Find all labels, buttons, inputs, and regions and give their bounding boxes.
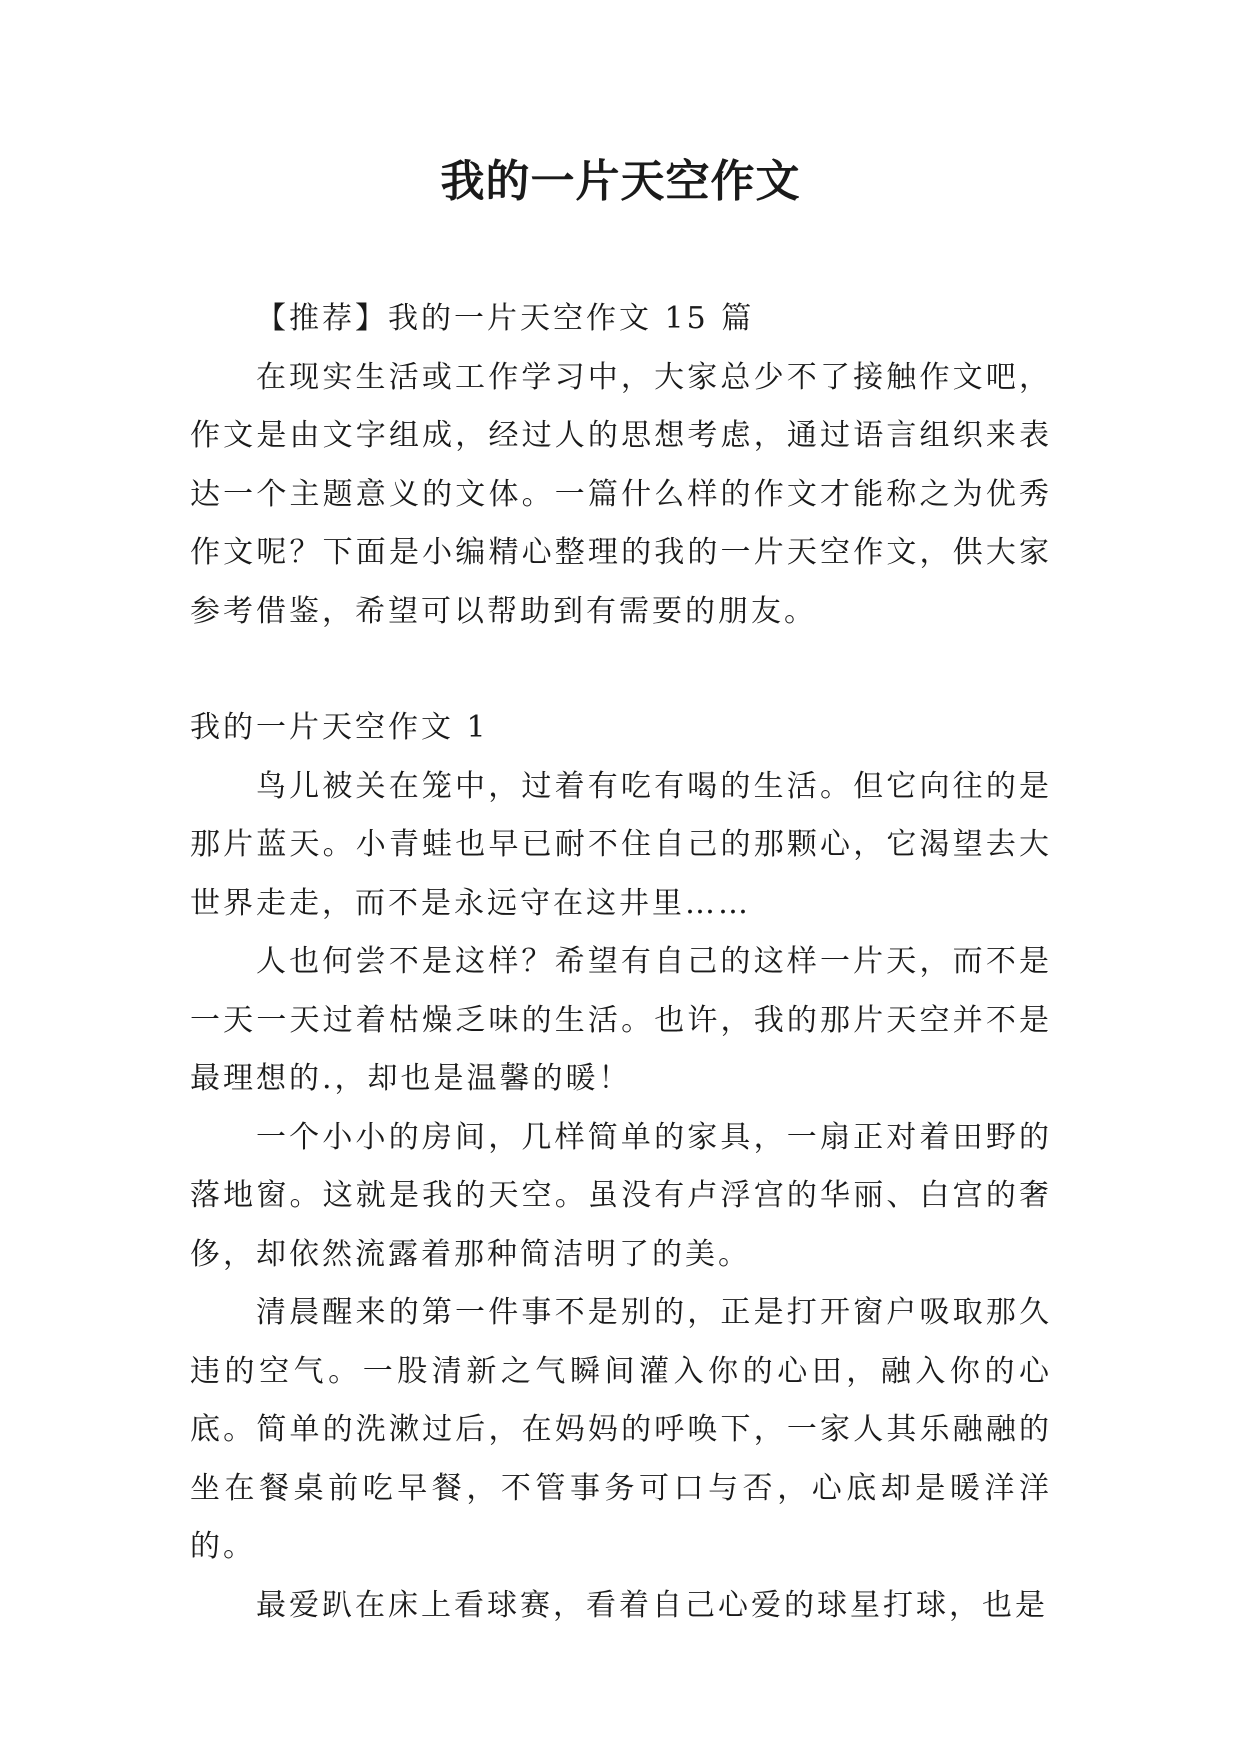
document-title: 我的一片天空作文 xyxy=(440,156,801,207)
body-paragraph-5: 最爱趴在床上看球赛，看着自己心爱的球星打球，也是 xyxy=(256,1587,1048,1623)
body-paragraph-3: 一个小小的房间，几样简单的家具，一扇正对着田野的落地窗。这就是我的天空。虽没有卢浮宫的华丽、白宫的奢侈，却依然流露着那种简洁明了的美。 xyxy=(190,1119,1052,1272)
body-paragraph-1: 鸟儿被关在笼中，过着有吃有喝的生活。但它向往的是那片蓝天。小青蛙也早已耐不住自己的那颗心，它渴望去大世界走走，而不是永远守在这井里…… xyxy=(190,768,1052,921)
recommend-line: 【推荐】我的一片天空作文 15 篇 xyxy=(256,301,755,336)
intro-paragraph: 在现实生活或工作学习中，大家总少不了接触作文吧，作文是由文字组成，经过人的思想考虑，通过语言组织来表达一个主题意义的文体。一篇什么样的作文才能称之为优秀作文呢？下面是小编精心整理的我的一片天空作文，供大家参考借鉴，希望可以帮助到有需要的朋友。 xyxy=(190,359,1052,629)
section-heading: 我的一片天空作文 1 xyxy=(190,710,489,745)
body-paragraph-2: 人也何尝不是这样？希望有自己的这样一片天，而不是一天一天过着枯燥乏味的生活。也许，我的那片天空并不是最理想的.，却也是温馨的暖！ xyxy=(190,944,1052,1096)
body-paragraph-4: 清晨醒来的第一件事不是别的，正是打开窗户吸取那久违的空气。一股清新之气瞬间灌入你的心田，融入你的心底。简单的洗漱过后，在妈妈的呼唤下，一家人其乐融融的坐在餐桌前吃早餐，不管事务可口与否，心底却是暖洋洋的。 xyxy=(190,1295,1052,1564)
document-body xyxy=(190,290,1052,1635)
